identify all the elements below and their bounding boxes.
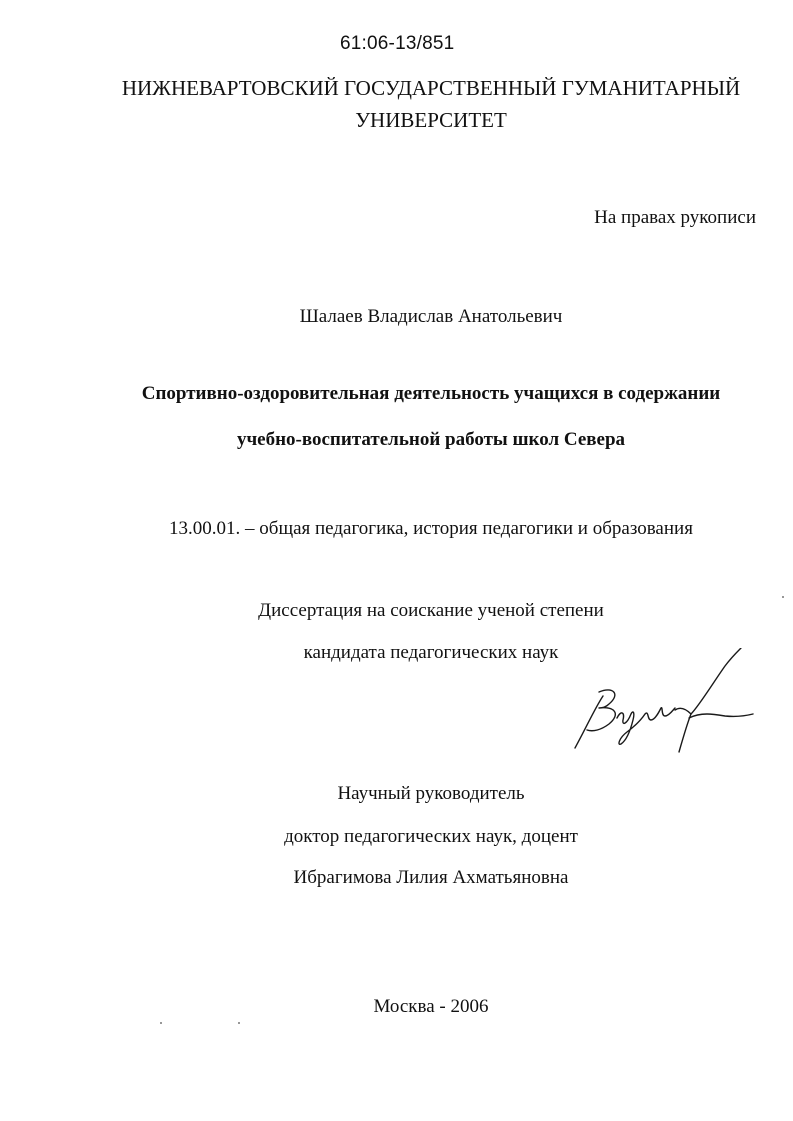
advisor-label: Научный руководитель (337, 783, 525, 804)
advisor-name: Ибрагимова Лилия Ахматьяновна (293, 867, 569, 888)
degree-line1: Диссертация на соискание ученой степени (258, 600, 604, 621)
author-name: Шалаев Владислав Анатольевич (299, 306, 563, 327)
university-name-line2: УНИВЕРСИТЕТ (355, 108, 507, 132)
scan-speck (160, 1022, 162, 1024)
scan-speck (782, 596, 784, 598)
dissertation-title-line2: учебно-воспитательной работы школ Севера (236, 429, 626, 450)
specialty-code: 13.00.01. – общая педагогика, история педагогики и образования (169, 518, 693, 539)
advisor-academic-title: доктор педагогических наук, доцент (284, 826, 578, 847)
rights-notice: На правах рукописи (594, 207, 756, 228)
scan-speck (238, 1022, 240, 1024)
handwritten-signature (565, 648, 755, 758)
degree-line2: кандидата педагогических наук (303, 642, 559, 663)
city-year: Москва - 2006 (373, 996, 489, 1017)
catalog-number: 61:06-13/851 (340, 33, 455, 54)
dissertation-title-line1: Спортивно-оздоровительная деятельность учащихся в содержании (141, 383, 721, 404)
university-name-line1: НИЖНЕВАРТОВСКИЙ ГОСУДАРСТВЕННЫЙ ГУМАНИТАРНЫЙ (121, 76, 741, 100)
